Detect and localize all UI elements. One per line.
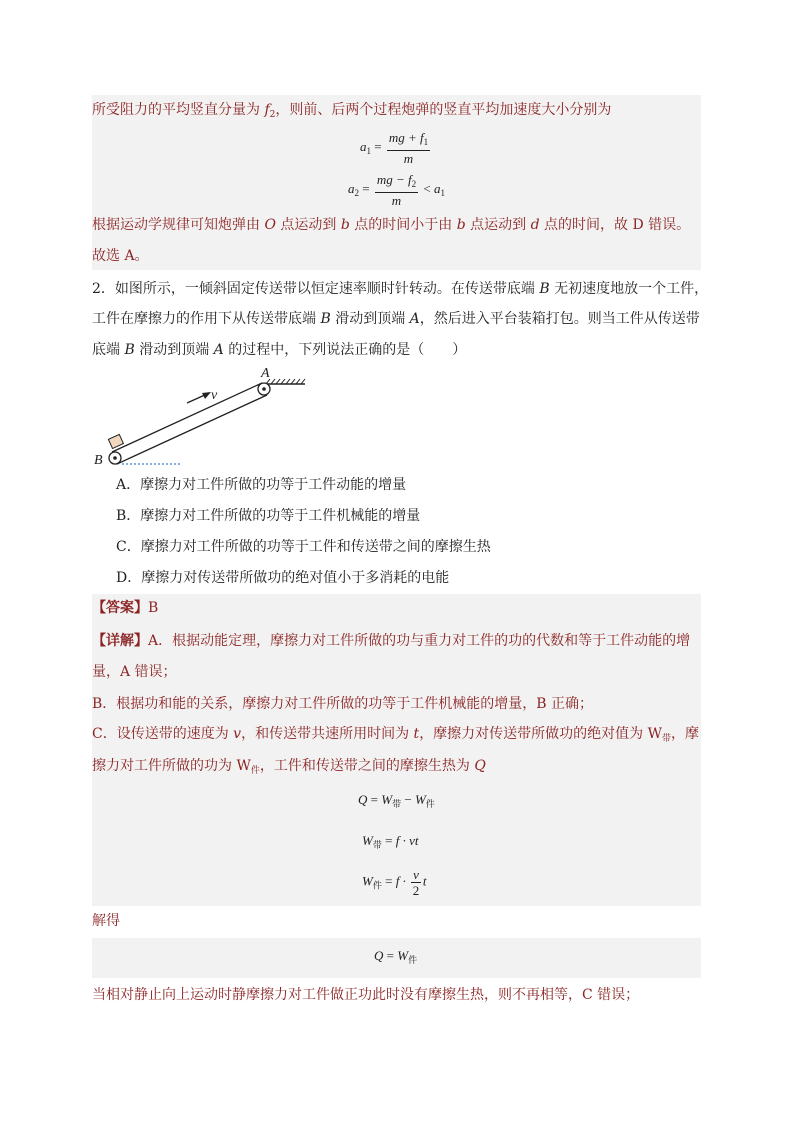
text: 量，A 错误； [92, 664, 177, 680]
detail-line-1 [92, 631, 712, 651]
equation-a2 [348, 172, 445, 208]
subscript: 件 [250, 766, 260, 776]
eq-sub: 件 [372, 880, 382, 891]
eq-rhs: f · vt [395, 833, 419, 848]
var: B [124, 342, 135, 358]
fraction [411, 867, 421, 898]
var: d [530, 217, 540, 233]
answer-line [92, 598, 712, 618]
var: v [233, 726, 242, 742]
var: B [539, 281, 550, 297]
eq-var: f · [395, 873, 406, 889]
eq-sub: 带 [372, 840, 382, 850]
option-a: A．摩擦力对工件所做的功等于工件动能的增量 [116, 477, 407, 493]
question-number: 2． [92, 281, 115, 297]
text: 滑动到顶端 [134, 342, 214, 358]
text: 的过程中，下列说法正确的是（ ） [223, 342, 467, 358]
equation-w-work [362, 867, 426, 898]
var: Q [474, 758, 486, 774]
workpiece-block [108, 434, 123, 448]
eq-var: W [362, 833, 373, 848]
text: 底端 [92, 342, 125, 358]
label-A: A [261, 366, 270, 381]
equation-a1 [360, 130, 432, 166]
question-line-3 [92, 340, 712, 360]
denominator: m [403, 151, 414, 166]
eq-sub: 1 [440, 187, 445, 198]
solve-line [92, 911, 712, 931]
detail-label: 【详解】 [92, 633, 148, 649]
text-line-p3 [92, 246, 712, 266]
fraction [387, 130, 430, 166]
text: 擦力对工件所做的功为 W [92, 758, 251, 774]
text: ，摩 [671, 726, 700, 742]
text: 故选 A。 [92, 248, 149, 264]
eq-var: W [414, 792, 426, 807]
text: 点运动到 [275, 217, 341, 233]
label-v: v [211, 388, 218, 403]
text: B．根据功和能的关系，摩擦力对工件所做的功等于工件机械能的增量，B 正确； [92, 696, 594, 712]
eq-sub: 带 [392, 799, 402, 809]
final-line [92, 985, 712, 1005]
option-b: B．摩擦力对工件所做的功等于工件机械能的增量 [116, 508, 421, 524]
eq-sub: 1 [423, 137, 429, 147]
conveyor-figure [90, 362, 320, 472]
option-d: D．摩擦力对传送带所做功的绝对值小于多消耗的电能 [116, 570, 450, 586]
text: ，摩擦力对传送带所做功的绝对值为 W [419, 726, 663, 742]
detail-line-3 [92, 694, 712, 714]
var: t [413, 726, 420, 742]
var: b [340, 217, 350, 233]
text: 点的时间，故 D 错误。 [539, 217, 691, 233]
eq-var: t [422, 873, 427, 889]
equation-result [374, 948, 417, 966]
eq-sub: 件 [425, 799, 435, 809]
question-line-1 [92, 279, 712, 299]
numerator: v [413, 867, 419, 882]
eq-sub: 1 [366, 145, 371, 156]
label-B: B [94, 453, 103, 468]
answer-value: B [148, 600, 159, 616]
belt-bottom-edge [117, 395, 267, 464]
question-line-2 [92, 309, 712, 329]
text: 工件在摩擦力的作用下从传送带底端 [92, 311, 321, 327]
equation-w-belt [362, 833, 418, 851]
eq-sub: 件 [408, 955, 418, 965]
detail-line-2 [92, 662, 712, 682]
eq-var: W [362, 873, 373, 889]
pulley-top-axle [262, 387, 266, 391]
text: ，则前、后两个过程炮弹的竖直平均加速度大小分别为 [275, 102, 612, 118]
text: C．设传送带的速度为 [92, 726, 234, 742]
text: 根据运动学规律可知炮弹由 [92, 217, 265, 233]
eq-var: Q [358, 792, 368, 807]
eq-sign: = [370, 792, 378, 807]
eq-sub: 2 [411, 179, 417, 189]
text: 解得 [92, 913, 120, 929]
text: ，工件和传送带之间的摩擦生热为 [259, 758, 475, 774]
var: A [213, 342, 224, 358]
text: A．根据动能定理，摩擦力对工件所做的功与重力对工件的功的代数和等于工件动能的增 [148, 633, 691, 649]
belt-top-edge [112, 383, 262, 452]
eq-var: a [360, 138, 367, 154]
eq-sub: 2 [354, 187, 359, 198]
eq-var: a [433, 180, 441, 196]
text: 所受阻力的平均竖直分量为 [92, 102, 265, 118]
eq-var: W [397, 948, 409, 963]
text: 无初速度地放一个工件， [549, 281, 709, 297]
eq-sign: < [423, 180, 431, 196]
detail-line-5 [92, 756, 712, 781]
var: b [456, 217, 466, 233]
text: ，和传送带共速所用时间为 [241, 726, 414, 742]
denominator: m [391, 193, 402, 208]
denominator: 2 [412, 883, 420, 898]
answer-label: 【答案】 [92, 600, 148, 616]
text: 点的时间小于由 [349, 217, 457, 233]
pulley-bottom-axle [113, 456, 117, 460]
detail-line-4 [92, 724, 712, 749]
option-c: C．摩擦力对工件所做的功等于工件和传送带之间的摩擦生热 [116, 539, 491, 555]
equation-q [358, 792, 435, 810]
eq-sign: = [385, 833, 393, 848]
eq-sign: = [362, 180, 370, 196]
velocity-arrowhead [202, 392, 211, 399]
fraction [375, 172, 418, 208]
text: 如图所示，一倾斜固定传送带以恒定速率顺时针转动。在传送带底端 [114, 281, 540, 297]
var: B [320, 311, 331, 327]
subscript: 2 [269, 110, 276, 120]
text: 点运动到 [465, 217, 531, 233]
text: ，然后进入平台装箱打包。则当工件从传送带 [419, 311, 700, 327]
subscript: 带 [662, 734, 672, 744]
text-line-p2 [92, 215, 712, 235]
text: 当相对静止向上运动时静摩擦力对工件做正功此时没有摩擦生热，则不再相等，C 错误； [92, 987, 640, 1003]
text-line-p1 [92, 100, 712, 125]
var-f: f [264, 102, 270, 118]
eq-var: a [348, 180, 355, 196]
numerator: mg − f [376, 172, 412, 187]
eq-sign: = [374, 138, 382, 154]
eq-var: W [381, 792, 393, 807]
var: O [264, 217, 276, 233]
eq-sign: − [404, 792, 412, 807]
numerator: mg + f [388, 130, 424, 145]
eq-var: Q [374, 948, 384, 963]
eq-sign: = [386, 948, 394, 963]
eq-sign: = [385, 873, 393, 889]
var: A [409, 311, 420, 327]
text: 滑动到顶端 [330, 311, 410, 327]
